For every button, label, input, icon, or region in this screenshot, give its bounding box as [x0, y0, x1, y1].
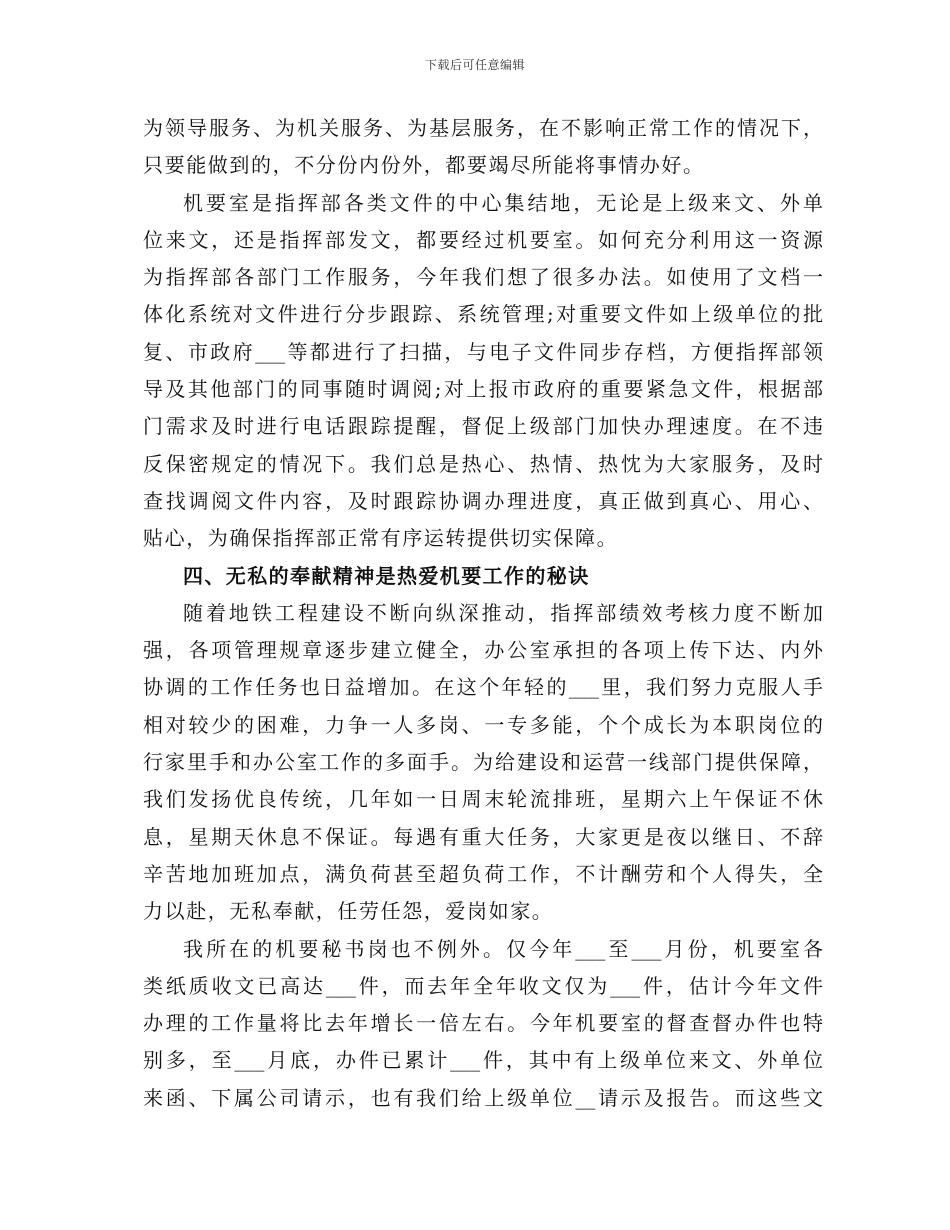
- text-line: 位来文，还是指挥部发文，都要经过机要室。如何充分利用这一资源: [143, 227, 823, 252]
- text-line: 来函、下属公司请示，也有我们给上级单位__请示及报告。而这些文: [143, 1085, 823, 1110]
- text-line: 息，星期天休息不保证。每遇有重大任务，大家更是夜以继日、不辞: [143, 824, 823, 849]
- text-line: 我们发扬优良传统，几年如一日周末轮流排班，星期六上午保证不休: [143, 787, 823, 812]
- text-line: 力以赴，无私奉献，任劳任怨，爱岗如家。: [143, 899, 554, 924]
- text-line: 我所在的机要秘书岗也不例外。仅今年___至___月份，机要室各: [183, 936, 823, 961]
- text-line: 类纸质收文已高达___件，而去年全年收文仅为___件，估计今年文件: [143, 973, 823, 998]
- text-line: 相对较少的困难，力争一人多岗、一专多能，个个成长为本职岗位的: [143, 712, 823, 737]
- text-line: 别多，至___月底，办件已累计___件，其中有上级单位来文、外单位: [143, 1048, 823, 1073]
- text-line: 门需求及时进行电话跟踪提醒，督促上级部门加快办理速度。在不违: [143, 414, 823, 439]
- document-body: [143, 110, 823, 1117]
- text-line: 反保密规定的情况下。我们总是热心、热情、热忱为大家服务，及时: [143, 451, 823, 476]
- text-line: 机要室是指挥部各类文件的中心集结地，无论是上级来文、外单: [183, 190, 823, 215]
- text-line: 为领导服务、为机关服务、为基层服务，在不影响正常工作的情况下，: [143, 116, 823, 140]
- text-line: 贴心，为确保指挥部正常有序运转提供切实保障。: [143, 526, 619, 551]
- text-line: 只要能做到的，不分份内份外，都要竭尽所能将事情办好。: [143, 153, 705, 178]
- text-line: 辛苦地加班加点，满负荷甚至超负荷工作，不计酬劳和个人得失，全: [143, 861, 823, 886]
- text-line: 查找调阅文件内容，及时跟踪协调办理进度，真正做到真心、用心、: [143, 488, 823, 513]
- text-line: 行家里手和办公室工作的多面手。为给建设和运营一线部门提供保障，: [143, 750, 823, 775]
- text-line: 为指挥部各部门工作服务，今年我们想了很多办法。如使用了文档一: [143, 265, 823, 290]
- text-line: 体化系统对文件进行分步跟踪、系统管理;对重要文件如上级单位的批: [143, 302, 823, 327]
- page-header: 下载后可任意编辑: [424, 58, 525, 72]
- text-line: 强，各项管理规章逐步建立健全，办公室承担的各项上传下达、内外: [143, 638, 823, 663]
- text-line: 复、市政府___等都进行了扫描，与电子文件同步存档，方便指挥部领: [143, 339, 823, 364]
- text-line: 随着地铁工程建设不断向纵深推动，指挥部绩效考核力度不断加: [183, 600, 823, 625]
- text-line: 办理的工作量将比去年增长一倍左右。今年机要室的督查督办件也特: [143, 1011, 823, 1036]
- text-line: 协调的工作任务也日益增加。在这个年轻的___里，我们努力克服人手: [143, 675, 823, 700]
- section-heading: 四、无私的奉献精神是热爱机要工作的秘诀: [183, 563, 590, 588]
- text-line: 导及其他部门的同事随时调阅;对上报市政府的重要紧急文件，根据部: [143, 377, 823, 402]
